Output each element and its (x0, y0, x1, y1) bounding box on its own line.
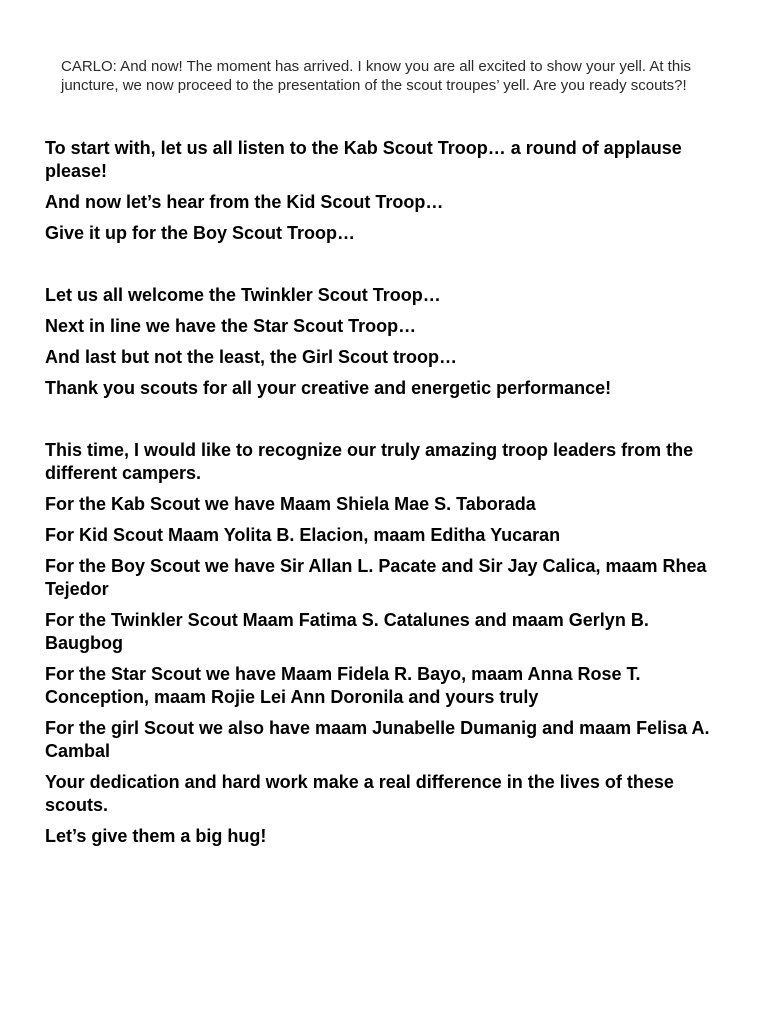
troop-intro-kab: To start with, let us all listen to the Kab Scout Troop… a round of applause please! (45, 138, 682, 181)
troop-intro-star: Next in line we have the Star Scout Troop… (45, 316, 417, 336)
thank-you-line: Thank you scouts for all your creative and energetic performance! (45, 378, 612, 398)
section-gap (45, 253, 730, 284)
troop-intro-kid: And now let’s hear from the Kid Scout Troop… (45, 192, 444, 212)
intro-paragraph: CARLO: And now! The moment has arrived. I know you are all excited to show your yell. At this juncture, we now proceed to the presentation of the scout troupes’ yell. Are you ready scouts?! (61, 58, 692, 94)
troop-intro-boy: Give it up for the Boy Scout Troop… (45, 223, 356, 243)
troop-intro-girl: And last but not the least, the Girl Scout troop… (45, 347, 458, 367)
leaders-intro: This time, I would like to recognize our truly amazing troop leaders from the different campers. (45, 440, 694, 483)
dedication-line: Your dedication and hard work make a real difference in the lives of these scouts. (45, 772, 674, 815)
leader-twinkler: For the Twinkler Scout Maam Fatima S. Catalunes and maam Gerlyn B. Baugbog (45, 610, 649, 653)
leader-boy: For the Boy Scout we have Sir Allan L. Pacate and Sir Jay Calica, maam Rhea Tejedor (45, 556, 707, 599)
leader-kab: For the Kab Scout we have Maam Shiela Mae S. Taborada (45, 494, 536, 514)
troop-intro-twinkler: Let us all welcome the Twinkler Scout Troop… (45, 285, 441, 305)
script-body (45, 137, 730, 856)
leader-star: For the Star Scout we have Maam Fidela R. Bayo, maam Anna Rose T. Conception, maam Rojie Lei Ann Doronila and yours truly (45, 664, 641, 707)
hug-line: Let’s give them a big hug! (45, 826, 267, 846)
leader-girl: For the girl Scout we also have maam Junabelle Dumanig and maam Felisa A. Cambal (45, 718, 710, 761)
section-gap (45, 408, 730, 439)
leader-kid: For Kid Scout Maam Yolita B. Elacion, maam Editha Yucaran (45, 525, 561, 545)
